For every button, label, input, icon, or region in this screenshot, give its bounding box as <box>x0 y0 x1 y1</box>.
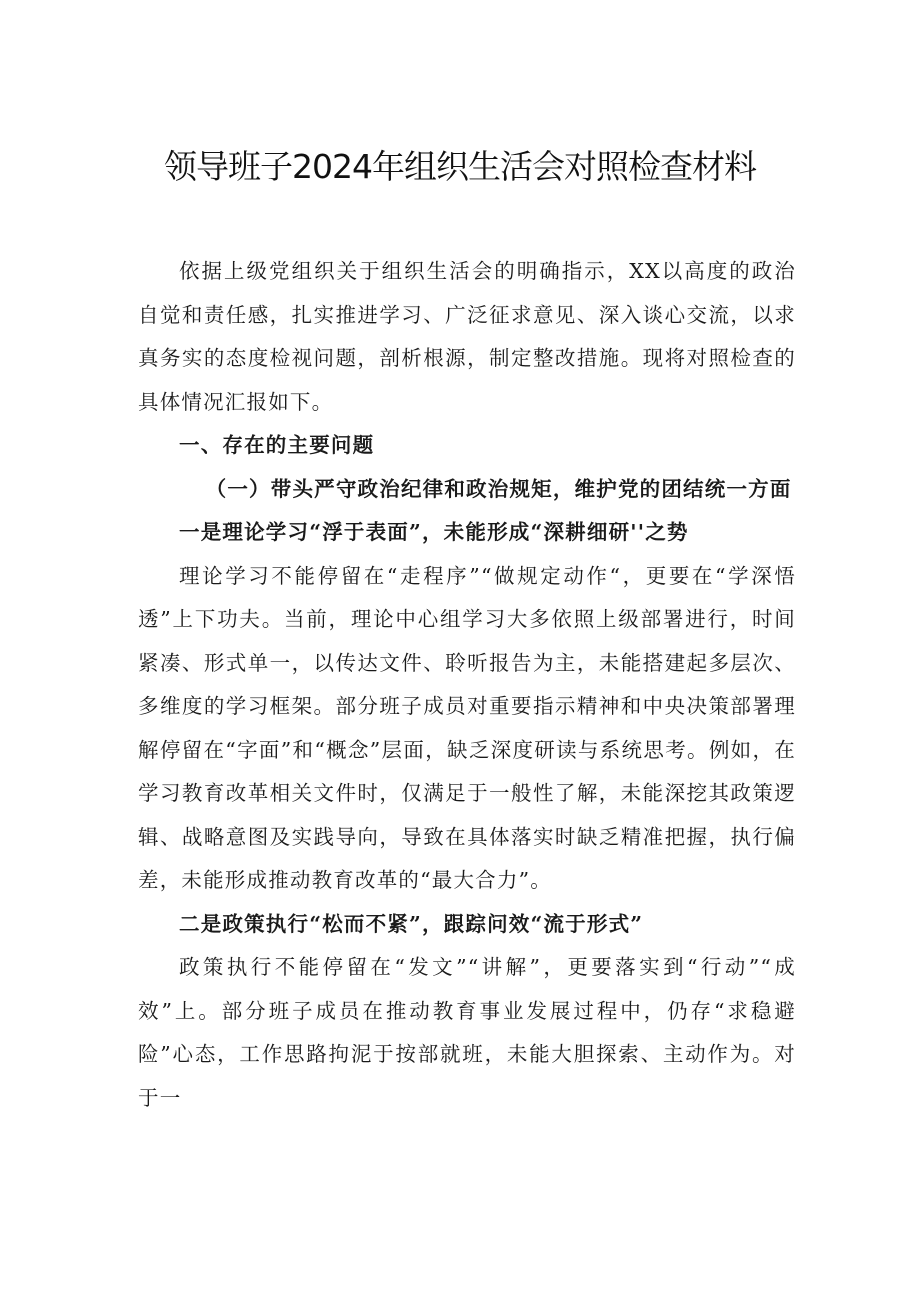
document-title: 领导班子2024年组织生活会对照检查材料 <box>164 147 756 186</box>
point-1-heading: 一是理论学习“浮于表面”，未能形成“深耕细研''之势 <box>179 520 689 544</box>
document-body <box>138 250 796 1120</box>
point-2-heading: 二是政策执行“松而不紧”，跟踪问效“流于形式” <box>179 911 644 936</box>
intro-paragraph: 依据上级党组织关于组织生活会的明确指示，XX以高度的政治自觉和责任感，扎实推进学习、广泛征求意见、深入谈心交流，以求真务实的态度检视问题，剖析根源，制定整改措施。现将对照检查的具体情况汇报如下。 <box>138 259 796 414</box>
point-2-paragraph: 政策执行不能停留在“发文”“讲解”，更要落实到“行动”“成效”上。部分班子成员在推动教育事业发展过程中，仍存“求稳避险”心态，工作思路拘泥于按部就班，未能大胆探索、主动作为。对于一 <box>138 955 796 1110</box>
point-1-paragraph: 理论学习不能停留在“走程序”“做规定动作“，更要在“学深悟透”上下功夫。当前，理论中心组学习大多依照上级部署进行，时间紧凑、形式单一，以传达文件、聆听报告为主，未能搭建起多层次、多维度的学习框架。部分班子成员对重要指示精神和中央决策部署理解停留在“字面”和“概念”层面，缺乏深度研读与系统思考。例如，在学习教育改革相关文件时，仅满足于一般性了解，未能深挖其政策逻辑、战略意图及实践导向，导致在具体落实时缺乏精准把握，执行偏差，未能形成推动教育改革的“最大合力”。 <box>138 563 796 892</box>
subsection-heading: （一）带头严守政治纪律和政治规矩，维护党的团结统一方面 <box>205 476 792 501</box>
section-heading: 一、存在的主要问题 <box>179 433 375 457</box>
